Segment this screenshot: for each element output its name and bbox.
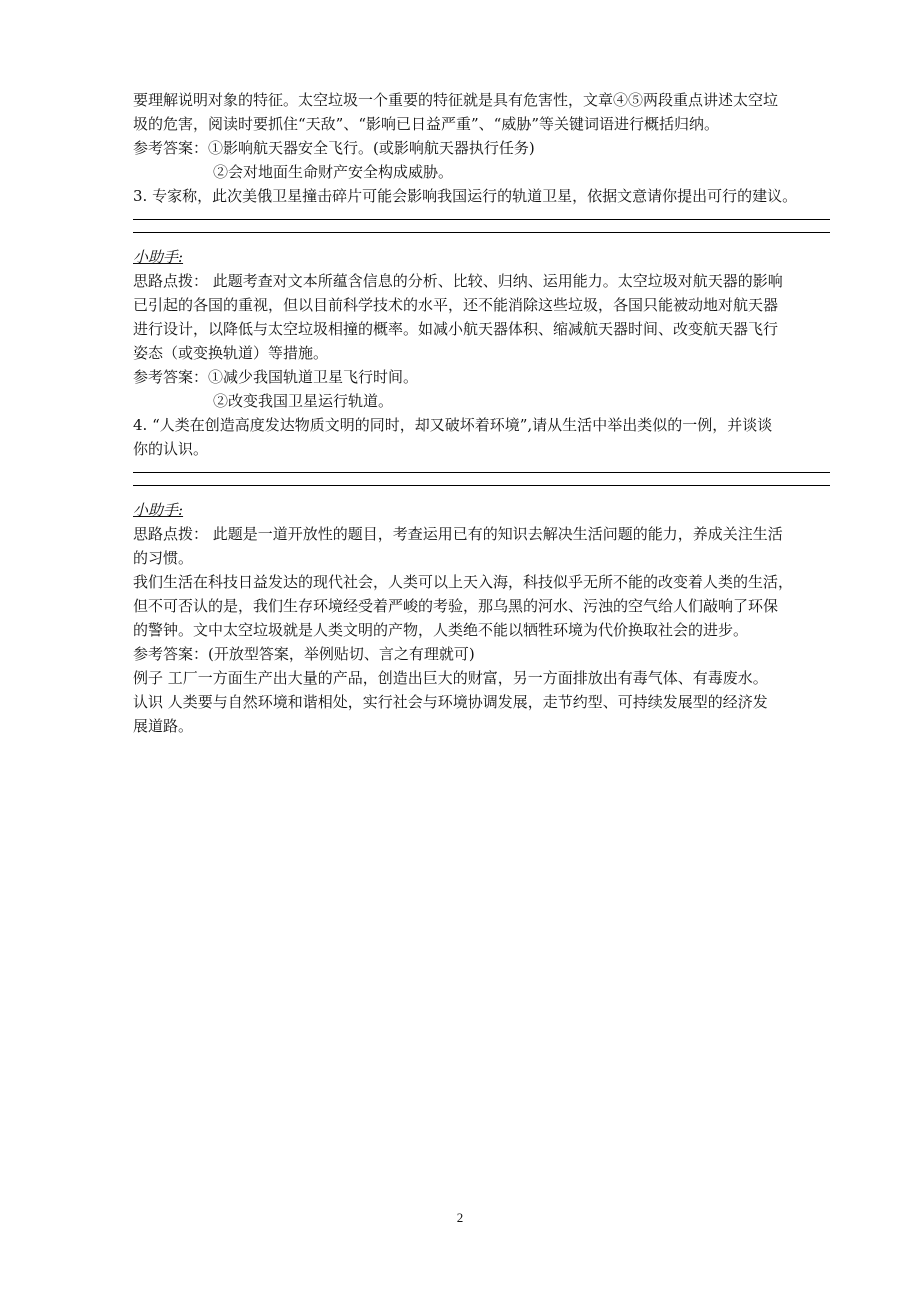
paragraph-line: 我们生活在科技日益发达的现代社会，人类可以上天入海，科技似乎无所不能的改变着人类的生活， [133, 573, 794, 591]
paragraph-line: 的警钟。文中太空垃圾就是人类文明的产物，人类绝不能以牺牲环境为代价换取社会的进步。 [133, 621, 749, 639]
intro-line-1: 要理解说明对象的特征。太空垃圾一个重要的特征就是具有危害性，文章④⑤两段重点讲述太空垃 [133, 91, 779, 109]
hint-line: 思路点拨： 此题考查对文本所蕴含信息的分析、比较、归纳、运用能力。太空垃圾对航天器的影响 [133, 272, 783, 290]
hint-line: 已引起的各国的重视，但以目前科学技术的水平，还不能消除这些垃圾，各国只能被动地对航天器 [133, 296, 779, 314]
answer-blank-line [133, 232, 830, 233]
answer-line-2: ②会对地面生命财产安全构成威胁。 [213, 163, 454, 181]
answer-blank-line [133, 472, 830, 473]
view-line: 展道路。 [133, 717, 194, 735]
question-4-line-2: 你的认识。 [133, 440, 209, 458]
example-line: 例子 工厂一方面生产出大量的产品，创造出巨大的财富，另一方面排放出有毒气体、有毒废水。 [133, 669, 768, 687]
hint-line: 进行设计，以降低与太空垃圾相撞的概率。如减小航天器体积、缩减航天器时间、改变航天器飞行 [133, 320, 779, 338]
hint-line: 的习惯。 [133, 549, 194, 567]
answer-blank-line [133, 219, 830, 220]
intro-line-2: 圾的危害，阅读时要抓住“天敌”、“影响已日益严重”、“威胁”等关键词语进行概括归纳。 [133, 115, 720, 133]
answer-line: 参考答案：①减少我国轨道卫星飞行时间。 [133, 368, 419, 386]
view-line: 认识 人类要与自然环境和谐相处，实行社会与环境协调发展，走节约型、可持续发展型的经济发 [133, 693, 768, 711]
document-page [133, 88, 833, 738]
answer-line: 参考答案：(开放型答案，举例贴切、言之有理就可) [133, 645, 475, 663]
paragraph-line: 但不可否认的是，我们生存环境经受着严峻的考验，那乌黑的河水、污浊的空气给人们敲响了环保 [133, 597, 779, 615]
page-number: 2 [456, 1210, 464, 1225]
answer-line: ②改变我国卫星运行轨道。 [213, 392, 394, 410]
question-3: 3. 专家称，此次美俄卫星撞击碎片可能会影响我国运行的轨道卫星，依据文意请你提出可行的建议。 [133, 187, 798, 205]
question-4-line-1: 4. “人类在创造高度发达物质文明的同时，却又破坏着环境”,请从生活中举出类似的一例，并谈谈 [133, 416, 773, 434]
helper-heading: 小助手: [133, 248, 184, 266]
answer-line-1: 参考答案：①影响航天器安全飞行。(或影响航天器执行任务) [133, 139, 535, 157]
hint-line: 思路点拨： 此题是一道开放性的题目，考查运用已有的知识去解决生活问题的能力，养成关注生活 [133, 525, 783, 543]
hint-line: 姿态（或变换轨道）等措施。 [133, 344, 329, 362]
helper-heading: 小助手: [133, 501, 184, 519]
answer-blank-line [133, 485, 830, 486]
